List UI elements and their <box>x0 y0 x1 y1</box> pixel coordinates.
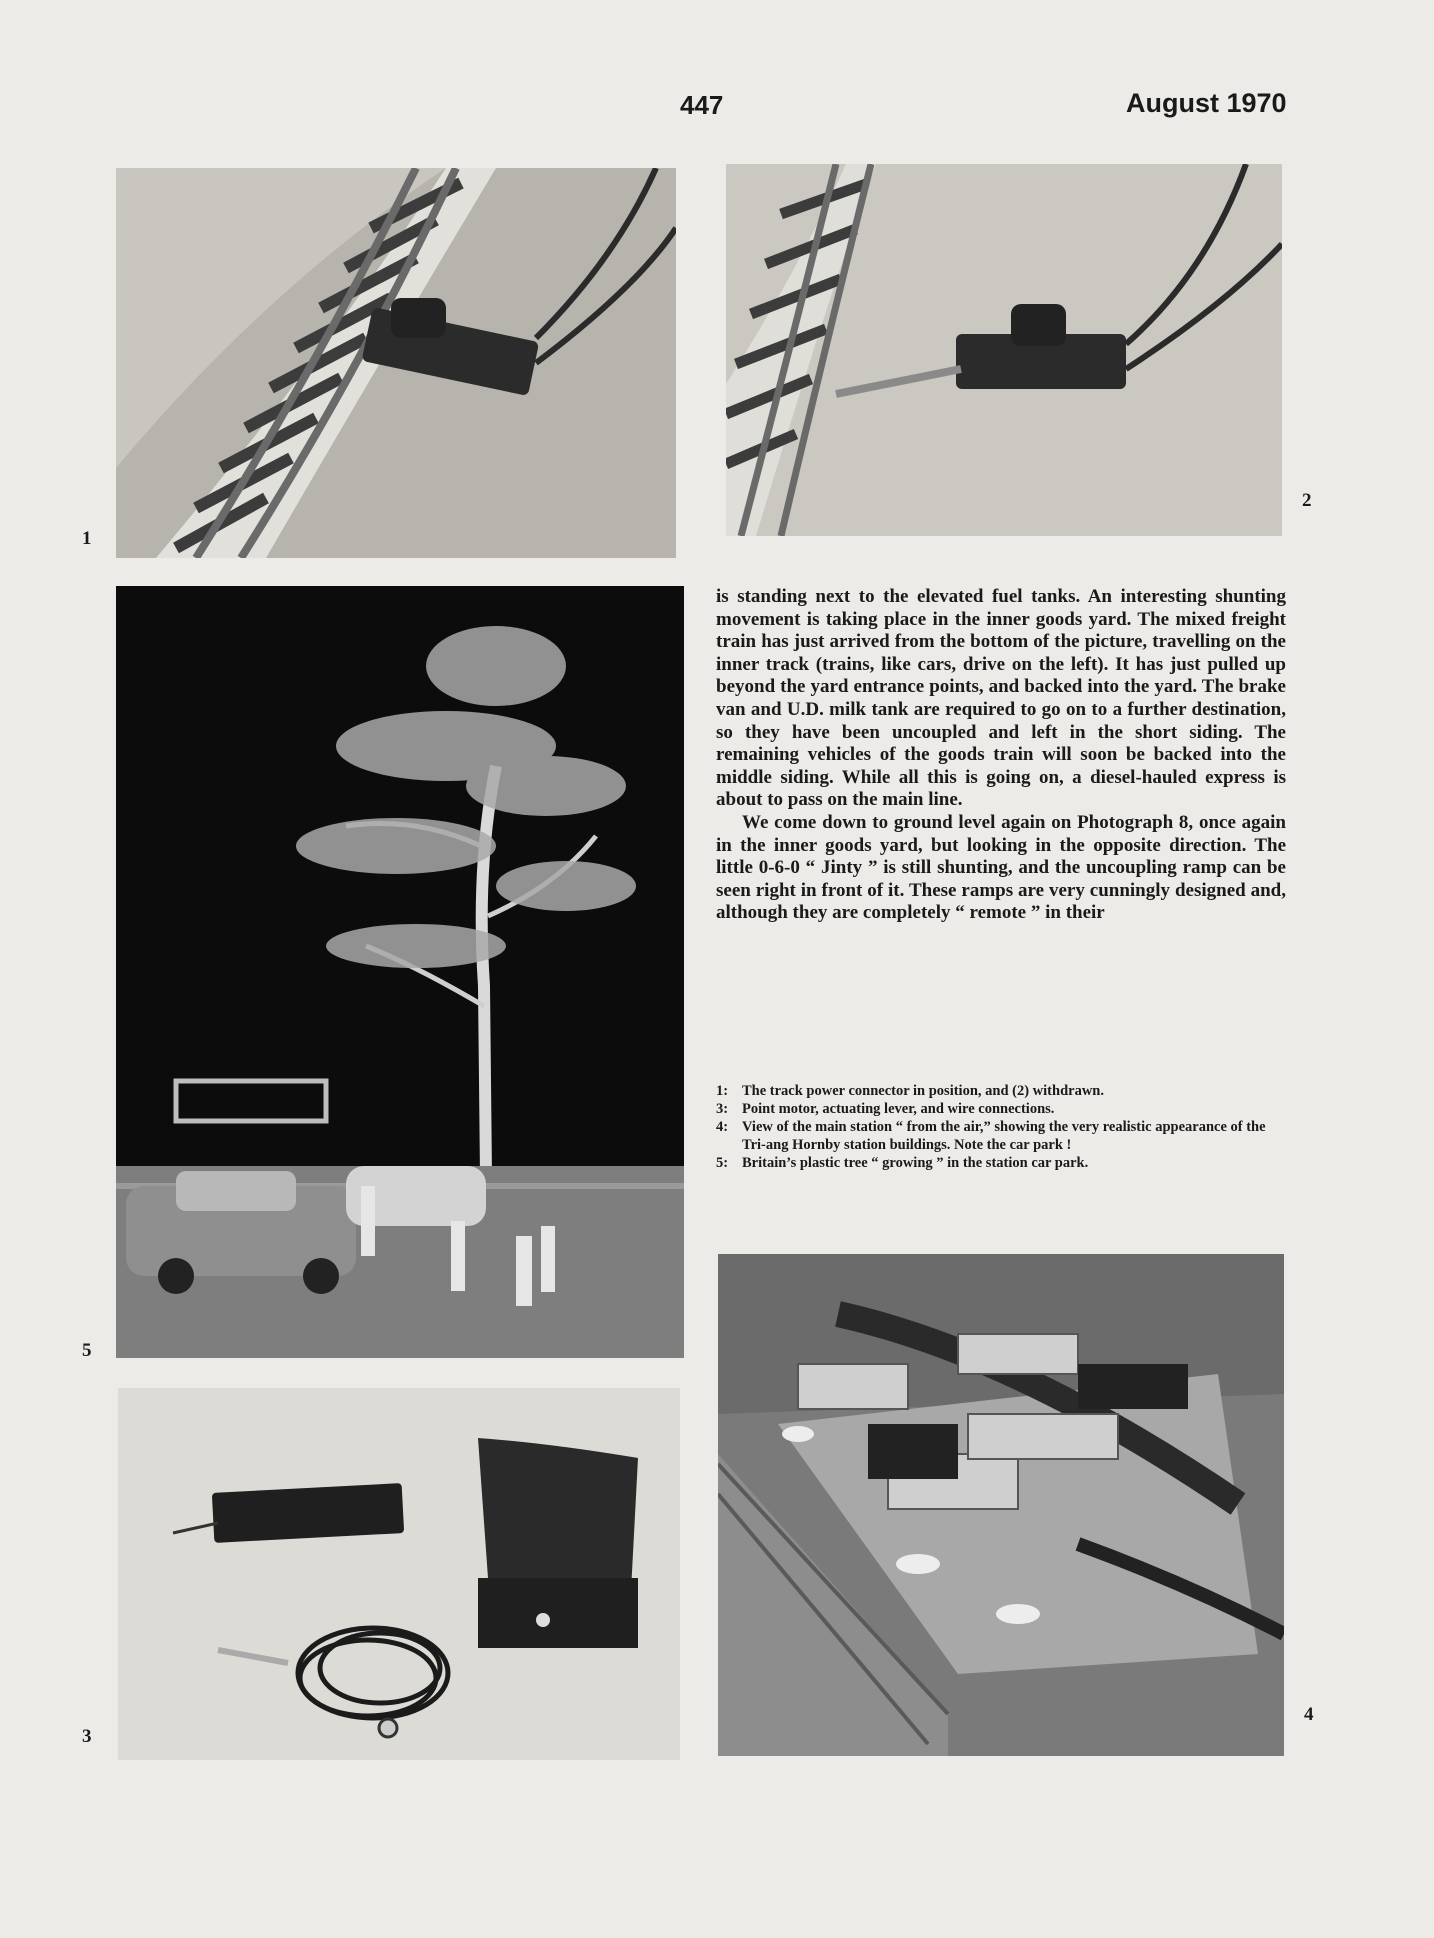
body-paragraph-1: is standing next to the elevated fuel tanks. An interesting shunting movement is taking place in the inner goods yard. The mixed freight train has just arrived from the bottom of the picture, travelling on the inner track (trains, like cars, drive on the left). It has just pulled up beyond the yard entrance points, and backed into the yard. The brake van and U.D. milk tank are required to go on to a further destination, so they have been uncoupled and left in the short siding. The remaining vehicles of the goods train will soon be backed into the middle siding. While all this is going on, a diesel-hauled express is about to pass on the main line. <box>716 586 1286 811</box>
caption-label: 3: <box>716 1101 729 1117</box>
caption-3 <box>716 1100 1288 1118</box>
caption-text: The track power connector in position, and (2) withdrawn. <box>742 1083 1104 1099</box>
caption-4 <box>716 1118 1288 1154</box>
caption-text: Britain’s plastic tree “ growing ” in the station car park. <box>742 1155 1089 1171</box>
caption-label: 4: <box>716 1119 729 1135</box>
page-number: 447 <box>680 90 724 120</box>
caption-label: 1: <box>716 1083 729 1099</box>
photo-5-plastic-tree <box>116 586 684 1358</box>
figure-number-5: 5 <box>82 1340 92 1361</box>
photo-2-connector-withdrawn <box>726 164 1282 536</box>
caption-text: Point motor, actuating lever, and wire connections. <box>742 1101 1055 1117</box>
caption-text: View of the main station “ from the air,” showing the very realistic appearance of the Tri-ang Hornby station buildings. Note the car park ! <box>742 1119 1266 1153</box>
figure-number-1: 1 <box>82 528 92 549</box>
figure-captions <box>716 1082 1288 1172</box>
photo-3-point-motor <box>118 1388 680 1760</box>
figure-number-4: 4 <box>1304 1704 1314 1725</box>
body-paragraph-2: We come down to ground level again on Photograph 8, once again in the inner goods yard, but looking in the opposite direction. The little 0-6-0 “ Jinty ” is still shunting, and the uncoupling ramp can be seen right in front of it. These ramps are very cunningly designed and, although they are completely “ remote ” in their <box>716 811 1286 924</box>
caption-1 <box>716 1082 1288 1100</box>
caption-label: 5: <box>716 1155 729 1171</box>
issue-date: August 1970 <box>1126 88 1287 118</box>
figure-number-3: 3 <box>82 1726 92 1747</box>
figure-number-2: 2 <box>1302 490 1312 511</box>
article-body <box>716 586 1286 925</box>
photo-1-track-connector <box>116 168 676 558</box>
caption-5 <box>716 1154 1288 1172</box>
photo-4-station-aerial <box>718 1254 1284 1756</box>
